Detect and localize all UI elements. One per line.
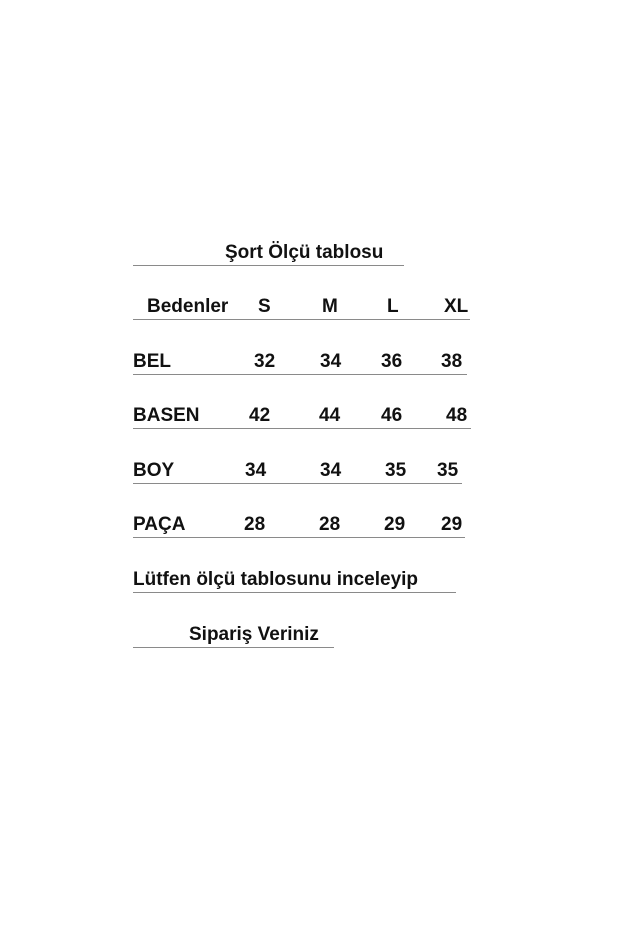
- size-m: M: [322, 296, 338, 317]
- value-s: 28: [244, 514, 266, 535]
- value-xl: 38: [441, 351, 463, 372]
- instruction-text: Lütfen ölçü tablosunu inceleyip: [133, 569, 419, 590]
- row-label: PAÇA: [133, 514, 186, 535]
- row-label: BOY: [133, 460, 175, 481]
- underline: [133, 537, 465, 538]
- row-label: BASEN: [133, 405, 200, 426]
- underline: [133, 428, 471, 429]
- value-s: 42: [249, 405, 271, 426]
- call-to-action-text: Sipariş Veriniz: [189, 624, 319, 645]
- underline: [133, 592, 456, 593]
- value-xl: 35: [437, 460, 459, 481]
- size-s: S: [258, 296, 271, 317]
- value-l: 35: [385, 460, 407, 481]
- underline: [133, 647, 334, 648]
- size-l: L: [387, 296, 399, 317]
- value-l: 36: [381, 351, 403, 372]
- value-m: 34: [320, 460, 342, 481]
- row-label: BEL: [133, 351, 171, 372]
- value-l: 29: [384, 514, 406, 535]
- value-s: 32: [254, 351, 276, 372]
- value-m: 44: [319, 405, 341, 426]
- value-s: 34: [245, 460, 267, 481]
- size-xl: XL: [444, 296, 469, 317]
- underline: [133, 374, 467, 375]
- value-l: 46: [381, 405, 403, 426]
- header-label: Bedenler: [147, 296, 229, 317]
- value-m: 34: [320, 351, 342, 372]
- page-title: Şort Ölçü tablosu: [225, 242, 384, 263]
- underline: [133, 319, 470, 320]
- value-xl: 48: [446, 405, 468, 426]
- value-xl: 29: [441, 514, 463, 535]
- value-m: 28: [319, 514, 341, 535]
- underline: [133, 265, 404, 266]
- underline: [133, 483, 462, 484]
